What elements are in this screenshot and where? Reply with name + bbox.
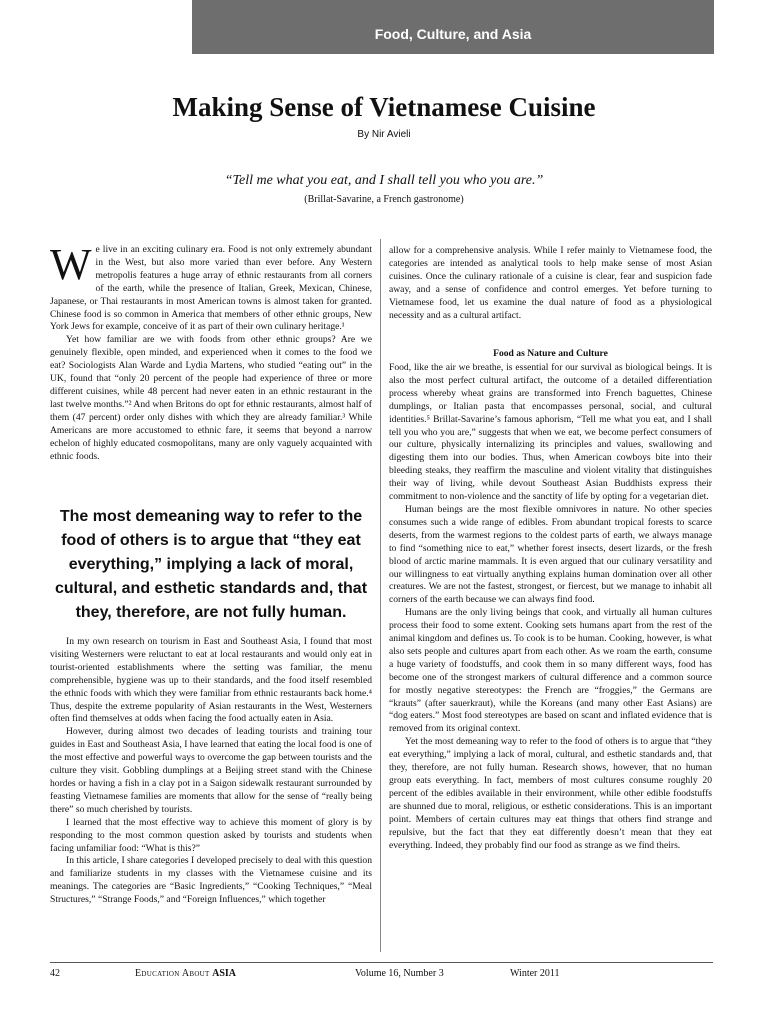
section-heading: Food as Nature and Culture <box>493 348 608 359</box>
journal-asia: ASIA <box>212 968 237 979</box>
footer-rule <box>50 962 713 963</box>
paragraph-text: e live in an exciting culinary era. Food is not only extremely abundant in the West, but also more varied than ever before. Any Western metropolis features a huge array of ethnic restaurants from all corners of the earth, while the presence of Italian, Greek, Mexican, Chinese, Japanese, or Thai restaurants in most American towns is almost taken for granted. Chinese food is so common in America that members of other ethnic groups, New York Jews for example, conceive of it as part of their own culinary heritage.¹ <box>50 244 372 333</box>
paragraph: In this article, I share categories I developed precisely to deal with this question and familiarize students in my classes with the Vietnamese cuisine and its meanings. The categories are “Basic Ingredients,” “Cooking Techniques,” “Meal Structures,” “Strange Foods,” and “Foreign Influences,” which together <box>50 855 372 906</box>
paragraph: In my own research on tourism in East and Southeast Asia, I found that most visiting Westerners were reluctant to eat at local restaurants and would only eat in tourist-oriented establishments where the setting was familiar, the menu comprehensible, hygiene was up to their standards, and the food itself resembled the ethnic foods with which they were familiar from ethnic restaurants back home.⁴ Thus, despite the extreme popularity of Asian restaurants in the West, Westerners often find themselves at odds when facing the food actually eaten in Asia. <box>50 636 372 725</box>
paragraph: I learned that the most effective way to achieve this moment of glory is by responding to the most common question asked by tourists and students when facing unfamiliar food: “What is this?” <box>50 816 372 854</box>
issue-date: Winter 2011 <box>510 968 560 979</box>
epigraph-attribution: (Brillat-Savarine, a French gastronome) <box>304 194 464 205</box>
volume-info: Volume 16, Number 3 <box>355 968 444 979</box>
right-column-top <box>389 245 712 322</box>
byline: By Nir Avieli <box>357 129 411 140</box>
paragraph: Human beings are the most flexible omnivores in nature. No other species consumes such a wide range of edibles. From abundant tropical forests to scarce deserts, from the warmest regions to the coldest parts of earth, we always manage to find “something nice to eat,” whether forest insects, desert lizards, or the fresh blood of arctic marine mammals. It is even argued that our culinary versatility and our willingness to eat virtually anything explains human domination over all other creatures. We are not the fastest, strongest, or fiercest, but we manage to inhabit all corners of the earth because we can always find food. <box>389 503 712 606</box>
column-divider <box>380 239 381 952</box>
journal-prefix: Education About <box>135 968 210 979</box>
paragraph: allow for a comprehensive analysis. While I refer mainly to Vietnamese food, the categories are intended as analytical tools to help make sense of most Asian cuisines. Once the culinary rationale of a cuisine is clear, fear and suspicion fade away, and a sense of confidence and control emerges. Yet before turning to Vietnamese food, let us examine the dual nature of food as a physiological necessity and as a cultural artifact. <box>389 245 712 321</box>
epigraph: “Tell me what you eat, and I shall tell you who you are.” <box>224 173 544 188</box>
pull-quote: The most demeaning way to refer to the food of others is to argue that “they eat everything,” implying a lack of moral, cultural, and esthetic standards and, that they, therefore, are not fully human. <box>54 508 368 621</box>
left-column-bottom <box>50 636 372 907</box>
paragraph <box>50 240 372 334</box>
drop-cap: W <box>50 240 92 289</box>
article-title: Making Sense of Vietnamese Cuisine <box>172 92 596 122</box>
paragraph: Humans are the only living beings that cook, and virtually all human cultures process their food to some extent. Cooking sets humans apart from the rest of the animal kingdom and defines us. To cook is to be human. Cooking, however, is what also sets people and cultures apart from each other. As we roam the earth, consume a huge variety of foodstuffs, and cook them in so many different ways, food has become one of the strongest markers of cultural difference and a common source for mostly negative stereotypes: the French are “froggies,” the Germans are “krauts” (after sauerkraut), while the Koreans (and many other East Asians) are “dog eaters.” Most food stereotypes are based on scant and inflated evidence that is removed from its original context. <box>389 607 712 735</box>
section-banner-label: Food, Culture, and Asia <box>374 26 532 42</box>
right-column-bottom <box>389 362 712 852</box>
journal-name <box>135 968 236 979</box>
paragraph: However, during almost two decades of leading tourists and training tour guides in East and Southeast Asia, I have learned that eating the local food is one of the most effective and powerful ways to overcome the gap between tourists and the culture they visit. Gobbling dumplings at a Beijing street stand with the Chinese hordes or having a fish in a clay pot in a Saigon sidewalk restaurant surrounded by feasting Vietnamese families are moments that allow for the sense of “really being there” so much cherished by tourists. <box>50 726 372 815</box>
paragraph: Yet the most demeaning way to refer to the food of others is to argue that “they eat everything,” implying a lack of moral, cultural, and esthetic standards and, that they, therefore, are not fully human. Research shows, however, that no human group eats everything. In fact, members of most cultures consume roughly 20 percent of the edibles available in their environment, while other edible foodstuffs are shunned due to moral, religious, or esthetic considerations. This is an important point. Members of certain cultures may eat things that others find strange and repulsive, but the fact that they eat differently doesn’t mean that they eat everything. Indeed, they probably find our food as strange as we find theirs. <box>389 736 712 851</box>
paragraph: Food, like the air we breathe, is essential for our survival as biological beings. It is also the most perfect cultural artifact, the outcome of a detailed differentiation process whereby wheat grains are transformed into French baguettes, Chinese dumplings, or Italian pasta that encompasses personal, social, and cultural identities.⁵ Brillat-Savarine’s famous aphorism, “Tell me what you eat, and I shall tell you who you are,” suggests that when we eat, we become perfect consumers of our culture, physically internalizing its principles and values, swallowing and digesting them into our bodies. Thus, when American cowboys bite into their bleeding steaks, they reaffirm the masculine and violent vitality that distinguishes their way of living, while devout Southeast Asian Buddhists express their commitment to non-violence and the sanctity of life by opting for a vegetarian diet. <box>389 362 712 503</box>
paragraph: Yet how familiar are we with foods from other ethnic groups? Are we genuinely flexible, open minded, and experienced when it comes to the food we eat? Sociologists Alan Warde and Lydia Martens, who studied “eating out” in the UK, found that “only 20 percent of the people had experience of three or more different cuisines, while 48 percent had never eaten in an ethnic restaurant in the last twelve months.”² And when Britons do opt for ethnic restaurants, almost half of them (47 percent) order only dishes with which they are already familiar.³ While Americans are more accustomed to ethnic fare, it seems that beyond a narrow echelon of highly educated cosmopolitans, many are only vaguely acquainted with ethnic foods. <box>50 334 372 462</box>
section-banner <box>192 0 714 54</box>
left-column-top <box>50 240 372 463</box>
page-number: 42 <box>50 968 60 979</box>
